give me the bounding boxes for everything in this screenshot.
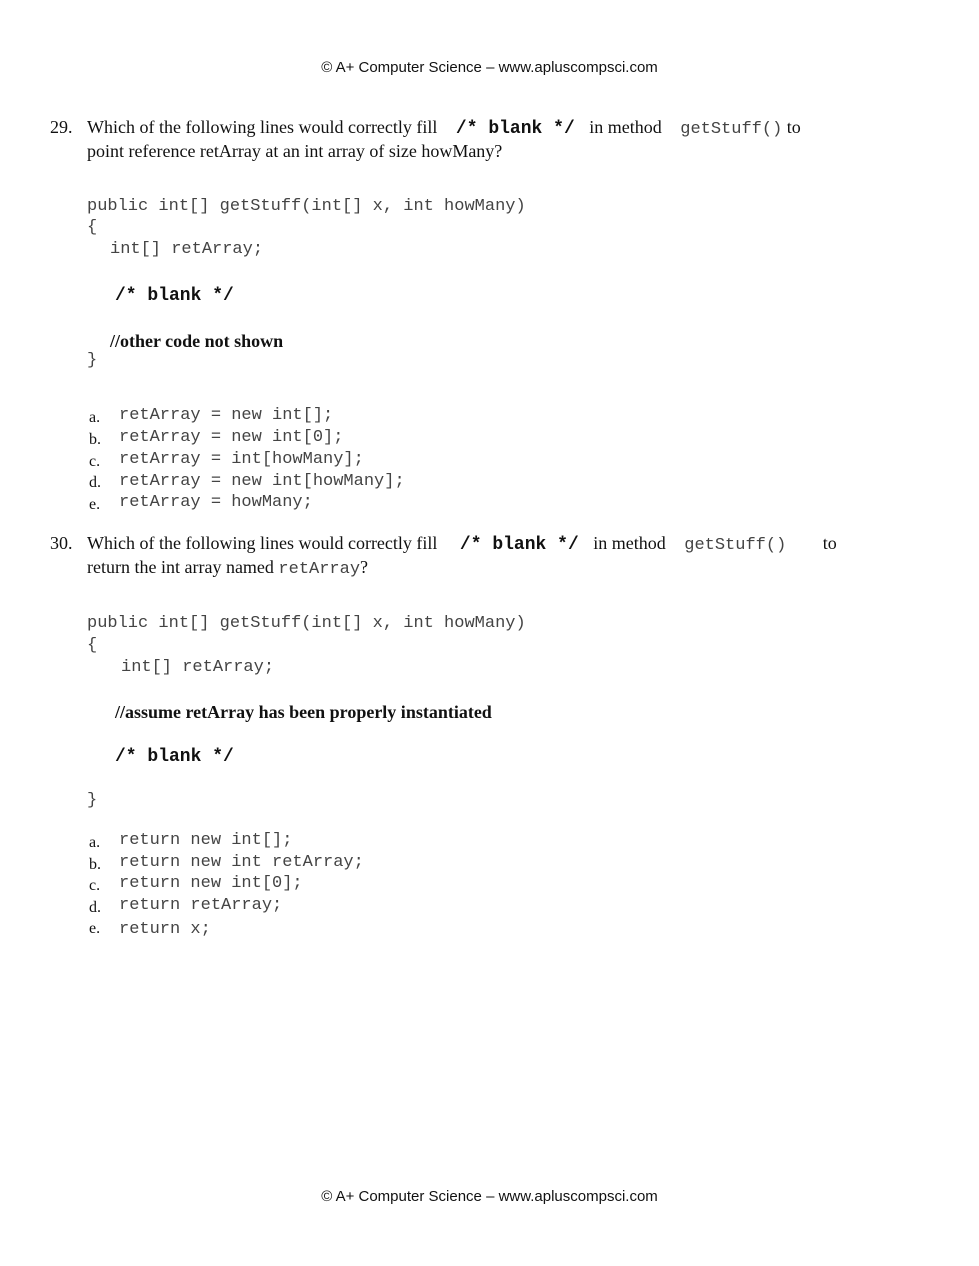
option-letter: e. xyxy=(89,920,101,937)
option-letter: d. xyxy=(89,474,101,491)
code-blank-marker: /* blank */ xyxy=(115,286,234,306)
question-text: ? xyxy=(360,557,369,577)
question-text: Which of the following lines would correctly fill xyxy=(87,117,438,137)
option-letter: d. xyxy=(89,899,101,916)
option-code: return x; xyxy=(119,920,211,939)
code-open-brace: { xyxy=(87,218,98,237)
method-name: getStuff() xyxy=(684,536,787,555)
code-comment: //other code not shown xyxy=(110,331,284,351)
option-code: return new int[0]; xyxy=(119,874,303,893)
option-letter: b. xyxy=(89,431,101,448)
code-signature: public int[] getStuff(int[] x, int howMany) xyxy=(87,614,526,633)
blank-marker: /* blank */ xyxy=(459,535,579,555)
question-text: to xyxy=(786,117,801,137)
option-code: retArray = int[howMany]; xyxy=(119,450,364,469)
option-code: retArray = new int[howMany]; xyxy=(119,472,405,491)
code-blank-marker: /* blank */ xyxy=(115,747,234,767)
question-number: 29. xyxy=(50,117,73,137)
code-comment: //assume retArray has been properly instantiated xyxy=(115,702,492,722)
method-name: getStuff() xyxy=(680,120,783,139)
question-text: in method xyxy=(589,117,662,137)
code-open-brace: { xyxy=(87,636,98,655)
variable-name: retArray xyxy=(278,560,361,579)
question-number: 30. xyxy=(50,533,73,553)
option-code: return new int retArray; xyxy=(119,853,364,872)
question-text-line-1 xyxy=(87,533,837,555)
code-declaration: int[] retArray; xyxy=(110,240,264,259)
question-text-line-2 xyxy=(87,557,368,579)
option-letter: a. xyxy=(89,834,101,851)
code-declaration: int[] retArray; xyxy=(121,658,275,677)
page-footer: © A+ Computer Science – www.apluscompsci.com xyxy=(321,1188,658,1205)
question-text-line-1 xyxy=(87,117,801,139)
option-letter: b. xyxy=(89,856,101,873)
question-text: in method xyxy=(593,533,666,553)
option-code: retArray = new int[0]; xyxy=(119,428,344,447)
code-close-brace: } xyxy=(87,351,98,370)
option-letter: a. xyxy=(89,409,101,426)
question-text: Which of the following lines would correctly fill xyxy=(87,533,438,553)
code-signature: public int[] getStuff(int[] x, int howMany) xyxy=(87,197,526,216)
option-code: return retArray; xyxy=(119,896,283,915)
option-code: retArray = new int[]; xyxy=(119,406,334,425)
question-text: return the int array named xyxy=(87,557,274,577)
blank-marker: /* blank */ xyxy=(455,119,575,139)
option-letter: c. xyxy=(89,877,101,894)
option-code: retArray = howMany; xyxy=(119,493,313,512)
option-code: return new int[]; xyxy=(119,831,293,850)
code-close-brace: } xyxy=(87,791,98,810)
page-header: © A+ Computer Science – www.apluscompsci.com xyxy=(321,59,658,76)
question-text-line-2: point reference retArray at an int array of size howMany? xyxy=(87,141,503,161)
question-text: to xyxy=(822,533,837,553)
option-letter: e. xyxy=(89,496,101,513)
option-letter: c. xyxy=(89,453,101,470)
